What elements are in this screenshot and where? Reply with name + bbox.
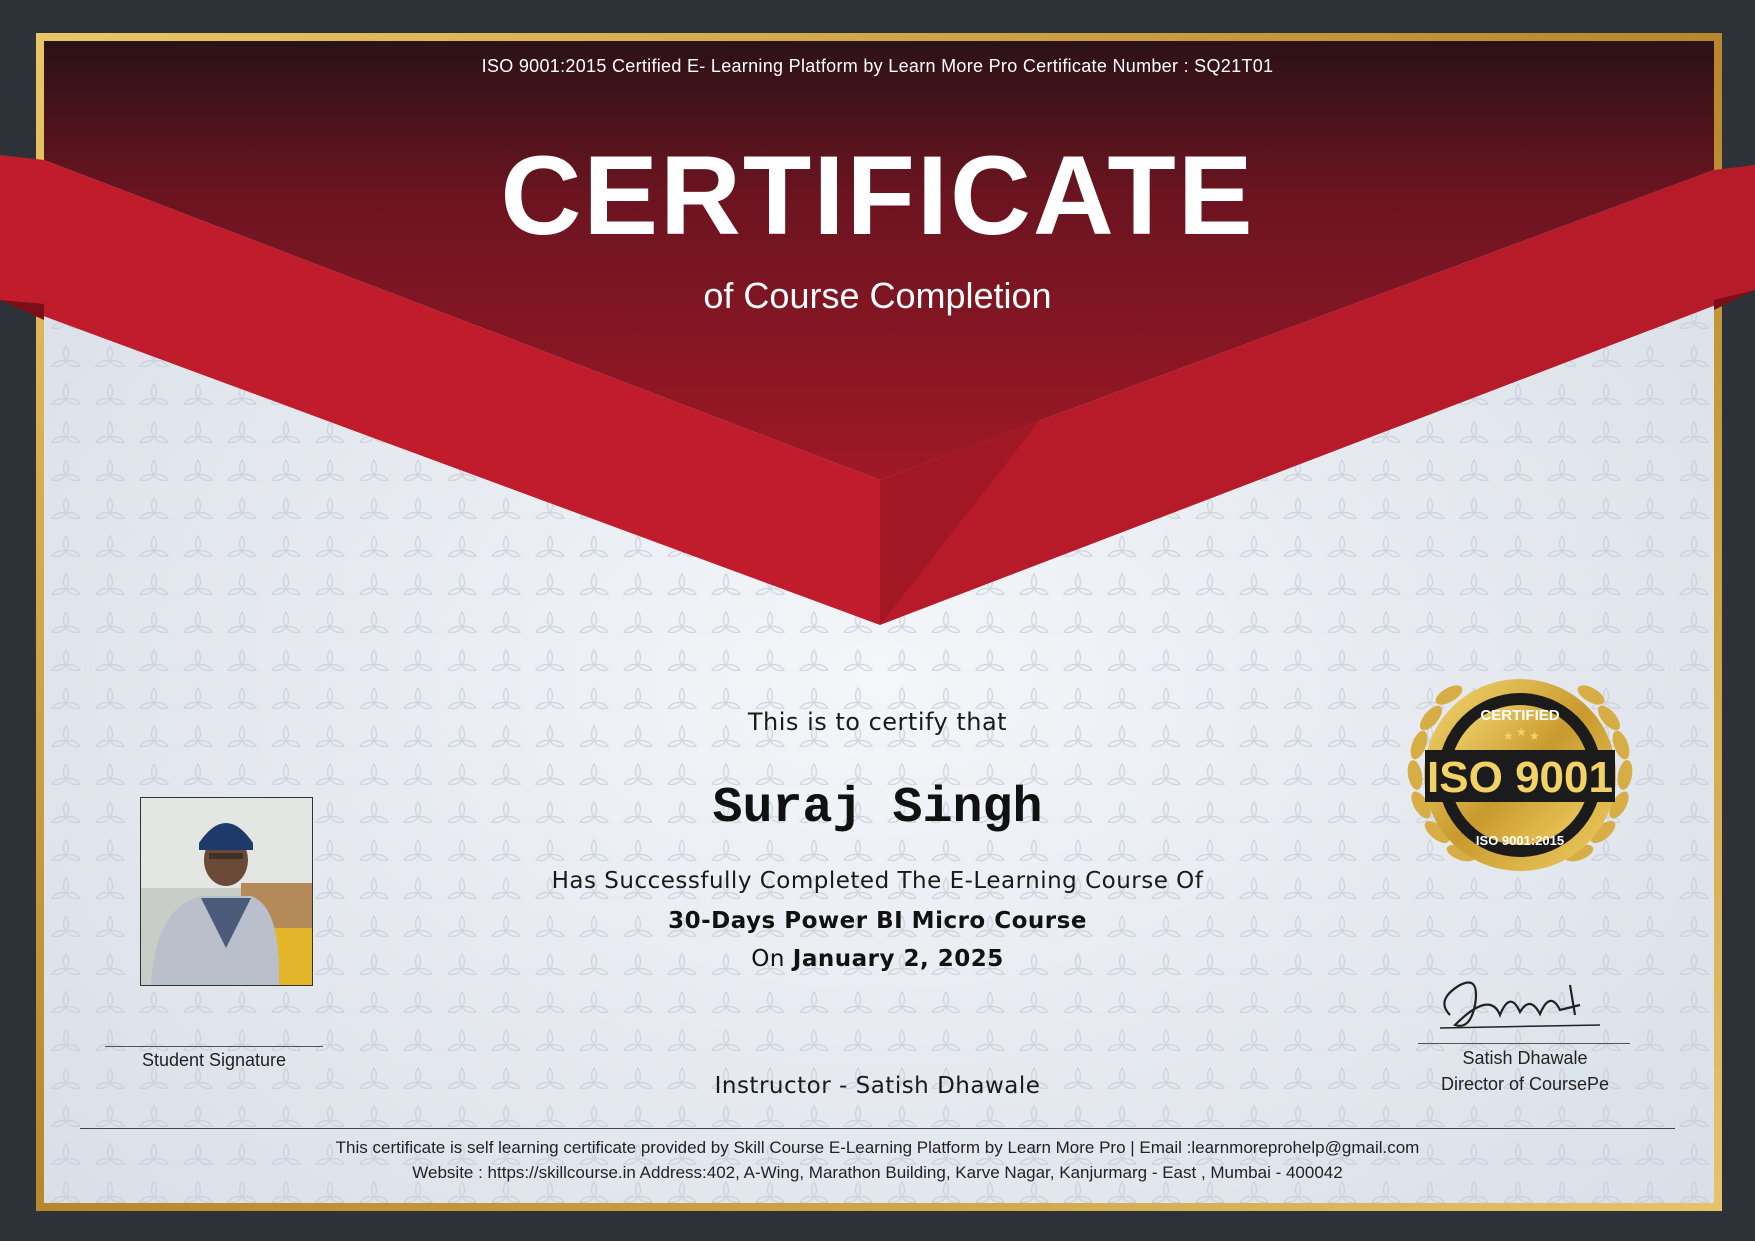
student-photo <box>140 797 313 986</box>
date-prefix: On <box>751 946 785 972</box>
certificate-subtitle: of Course Completion <box>703 275 1052 316</box>
director-signature-line <box>1418 1043 1630 1044</box>
student-signature-label: Student Signature <box>141 1050 287 1070</box>
student-signature-line <box>105 1046 323 1047</box>
student-name: Suraj Singh <box>712 780 1043 837</box>
seal-star: ★ <box>1503 729 1514 743</box>
course-name: 30-Days Power BI Micro Course <box>668 908 1087 934</box>
seal-bottom-text: ISO 9001:2015 <box>1475 833 1565 848</box>
footer-divider <box>80 1128 1675 1129</box>
seal-star: ★ <box>1516 725 1527 739</box>
certify-text: This is to certify that <box>747 708 1008 736</box>
completion-text: Has Successfully Completed The E-Learning Course Of <box>551 868 1204 894</box>
iso-seal-badge <box>1385 650 1655 900</box>
seal-star: ★ <box>1529 729 1540 743</box>
footer-address-line: Website : https://skillcourse.in Address:402, A-Wing, Marathon Building, Karve Nagar, Kanjurmarg - East , Mumbai - 400042 <box>412 1163 1343 1182</box>
iso-certification-line: ISO 9001:2015 Certified E- Learning Platform by Learn More Pro Certificate Number : SQ21T01 <box>481 56 1274 76</box>
director-signature <box>1430 970 1610 1040</box>
instructor-name: Instructor - Satish Dhawale <box>714 1073 1041 1099</box>
completion-date: January 2, 2025 <box>792 946 1004 972</box>
seal-top-text: CERTIFIED <box>1480 707 1560 724</box>
footer-provider-line: This certificate is self learning certificate provided by Skill Course E-Learning Platform by Learn More Pro | Email :learnmoreprohelp@gmail.com <box>335 1138 1420 1157</box>
seal-main-text: ISO 9001 <box>1427 753 1613 802</box>
director-name: Satish Dhawale <box>1462 1048 1588 1068</box>
certificate-title: CERTIFICATE <box>500 133 1255 258</box>
director-title: Director of CoursePe <box>1440 1074 1610 1094</box>
